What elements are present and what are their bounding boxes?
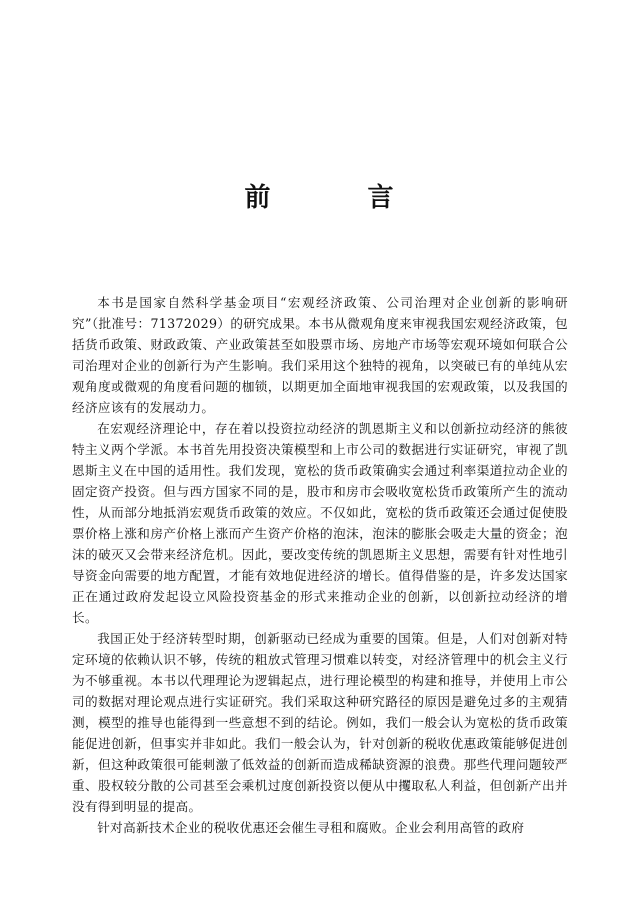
paragraph-2: 在宏观经济理论中，存在着以投资拉动经济的凯恩斯主义和以创新拉动经济的熊彼特主义两个学派。本书首先用投资决策模型和上市公司的数据进行实证研究，审视了凯恩斯主义在中国的适用性。我们发现，宽松的货币政策确实会通过利率渠道拉动企业的固定资产投资。但与西方国家不同的是，股市和房市会吸收宽松货币政策所产生的流动性，从而部分地抵消宏观货币政策的效应。不仅如此，宽松的货币政策还会通过促使股票价格上涨和房产价格上涨而产生资产价格的泡沫，泡沫的膨胀会吸走大量的资金；泡沫的破灭又会带来经济危机。因此，要改变传统的凯恩斯主义思想，需要有针对性地引导资金向需要的地方配置，才能有效地促进经济的增长。值得借鉴的是，许多发达国家正在通过政府发起设立风险投资基金的形式来推动企业的创新，以创新拉动经济的增长。 <box>72 421 568 625</box>
paragraph-1: 本书是国家自然科学基金项目“宏观经济政策、公司治理对企业创新的影响研究”（批准号：71372029）的研究成果。本书从微观角度来审视我国宏观经济政策，包括货币政策、财政政策、产业政策甚至如股票市场、房地产市场等宏观环境如何联合公司治理对企业的创新行为产生影响。我们采用这个独特的视角，以突破已有的单纯从宏观角度或微观的角度看问题的枷锁，以期更加全面地审视我国的宏观政策，以及我国的经济应该有的发展动力。 <box>72 295 568 415</box>
page-title: 前 言 <box>244 183 438 213</box>
paragraph-4: 针对高新技术企业的税收优惠还会催生寻租和腐败。企业会利用高管的政府 <box>97 820 525 835</box>
body-text <box>72 292 568 838</box>
paragraph-3: 我国正处于经济转型时期，创新驱动已经成为重要的国策。但是，人们对创新对特定环境的依赖认识不够，传统的粗放式管理习惯难以转变，对经济管理中的机会主义行为不够重视。本书以代理理论为逻辑起点，进行理论模型的构建和推导，并使用上市公司的数据对理论观点进行实证研究。我们采取这种研究路径的原因是避免过多的主观猜测，模型的推导也能得到一些意想不到的结论。例如，我们一般会认为宽松的货币政策能促进创新，但事实并非如此。我们一般会认为，针对创新的税收优惠政策能够促进创新，但这种政策很可能刺激了低效益的创新而造成稀缺资源的浪费。那些代理问题较严重、股权较分散的公司甚至会乘机过度创新投资以便从中攫取私人利益，但创新产出并没有得到明显的提高。 <box>72 631 568 814</box>
